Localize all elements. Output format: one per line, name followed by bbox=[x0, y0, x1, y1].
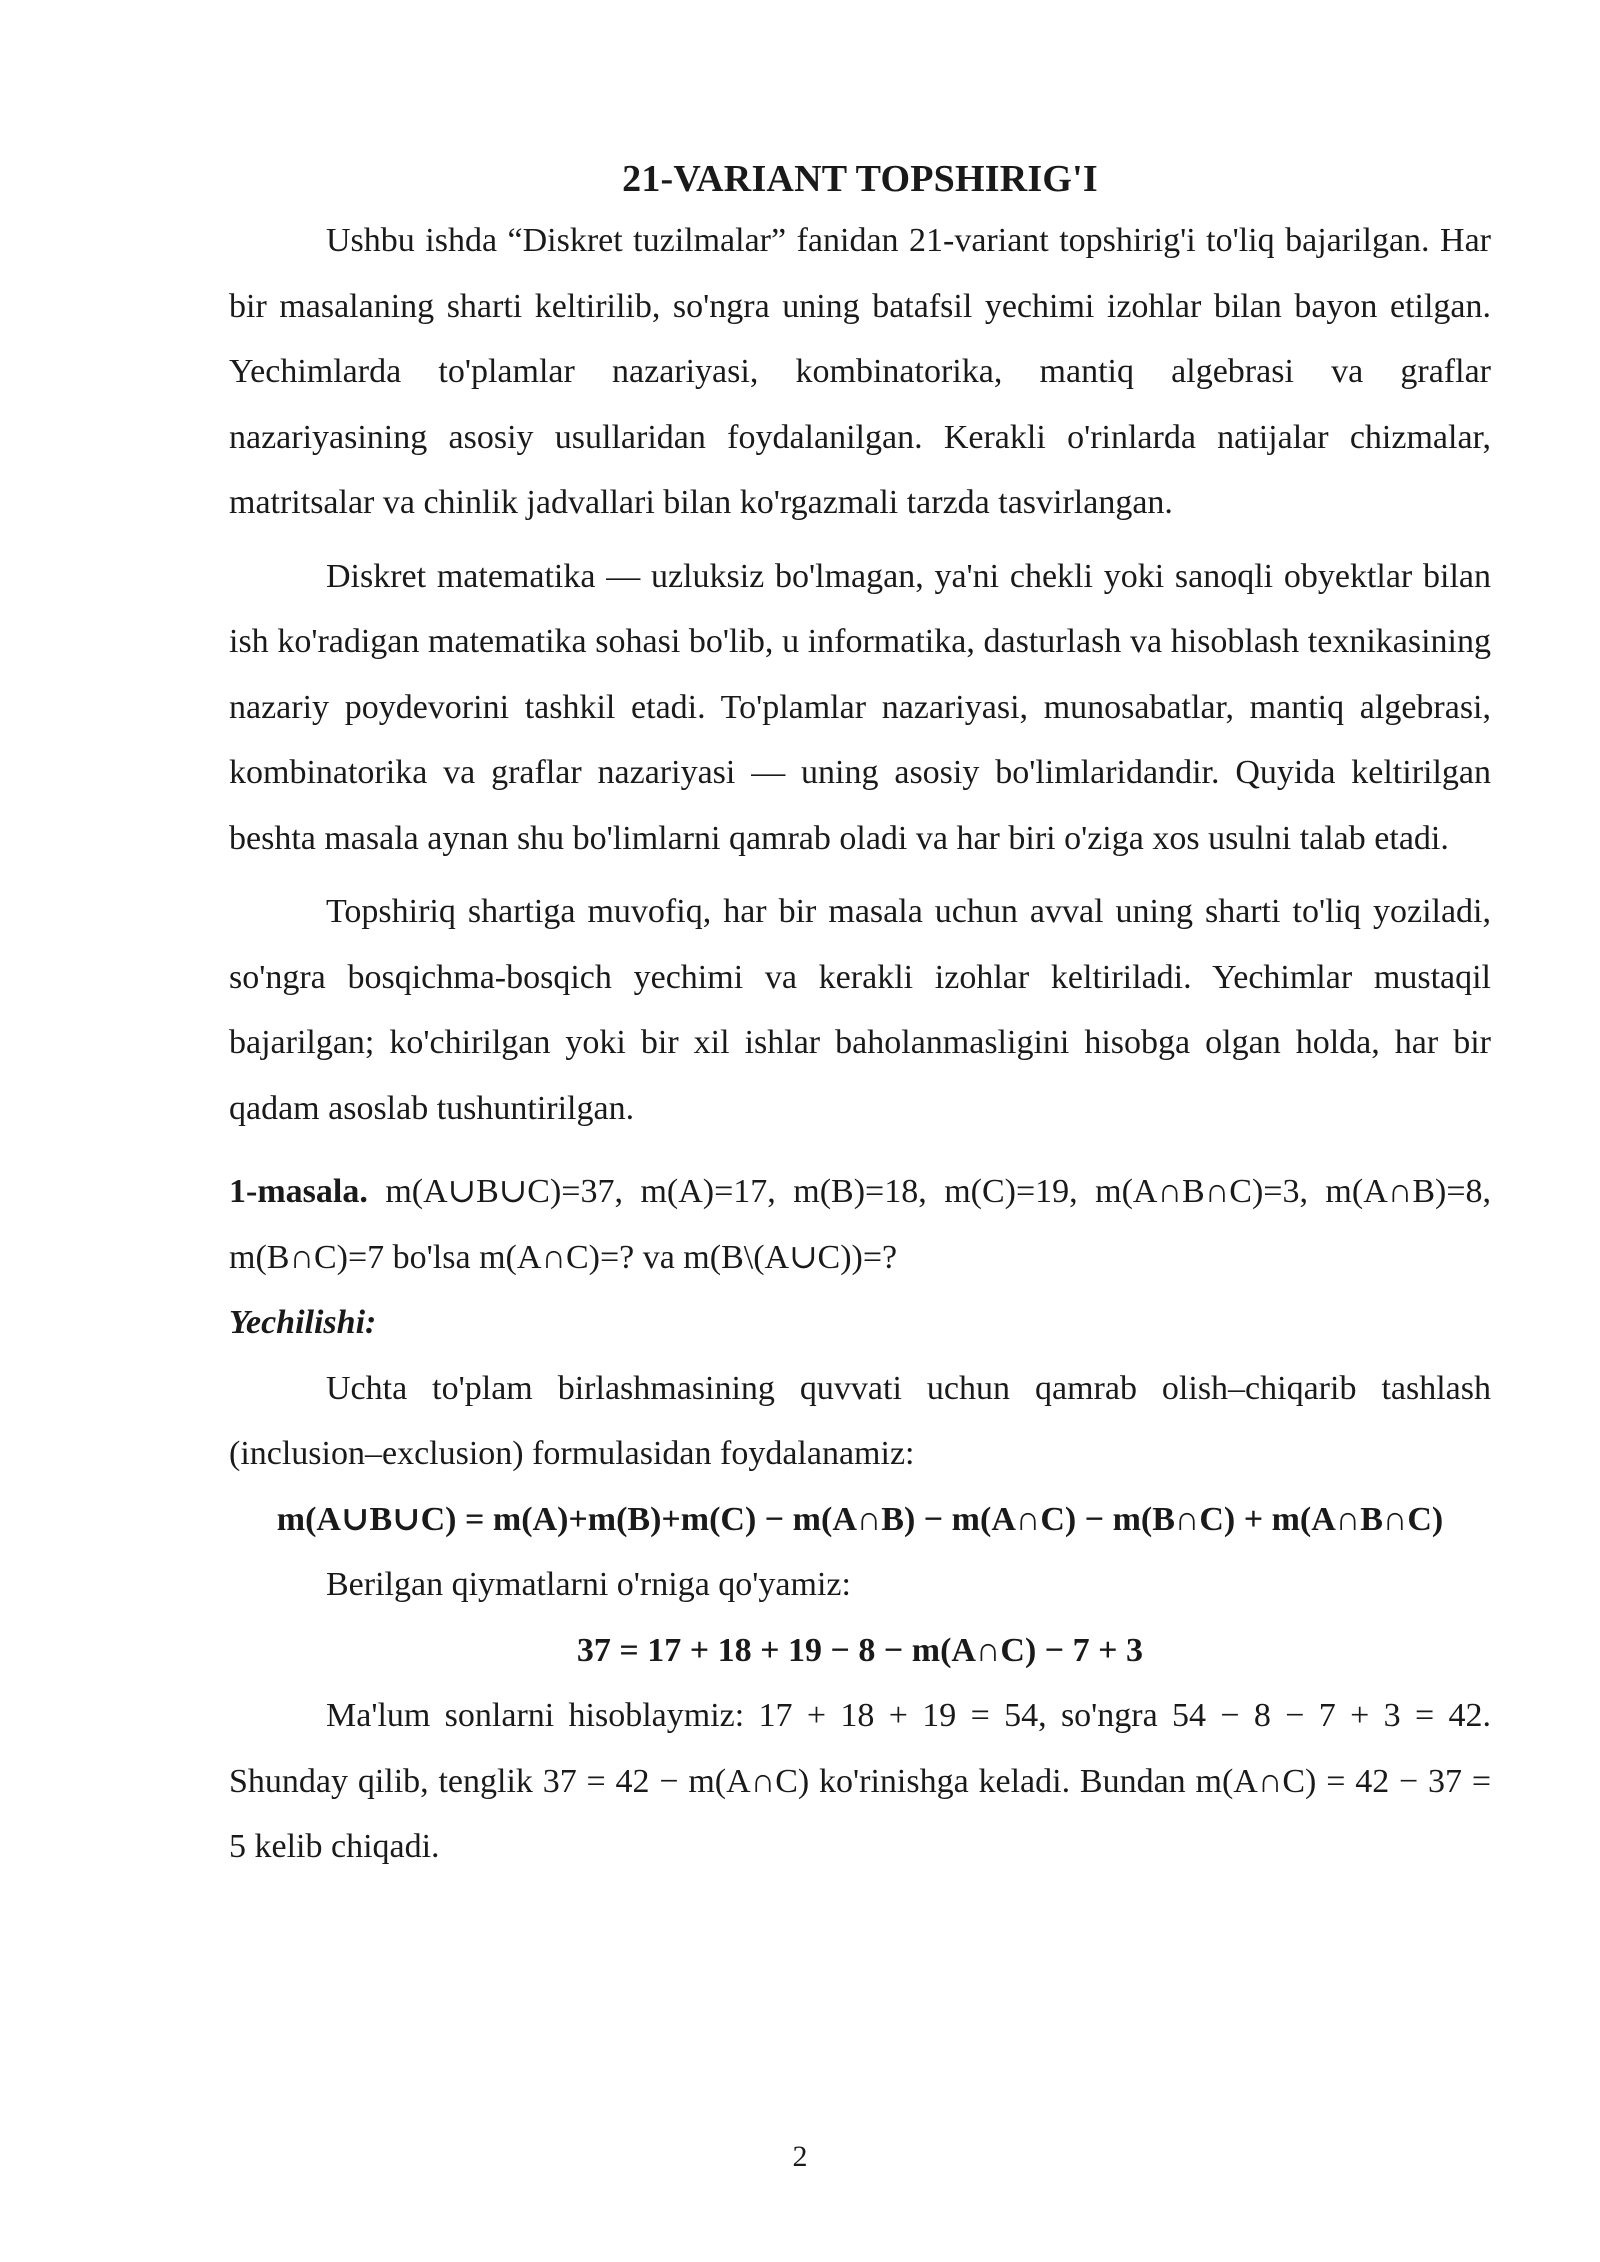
document-page bbox=[229, 150, 1491, 1880]
page-number: 2 bbox=[792, 2140, 808, 2173]
problem-1-condition: m(A∪B∪C)=37, m(A)=17, m(B)=18, m(C)=19, m(A∩B∩C)=3, m(A∩B)=8, m(B∩C)=7 bo'lsa m(A∩C)=? va m(B\(A∪C))=? bbox=[229, 1173, 1491, 1276]
substitute-intro: Berilgan qiymatlarni o'rniga qo'yamiz: bbox=[326, 1566, 851, 1603]
problem-1-statement bbox=[229, 1159, 1491, 1290]
formula-intro: Uchta to'plam birlashmasining quvvati uchun qamrab olish–chiqarib tashlash (inclusion–exclusion) formulasidan foydalanamiz: bbox=[229, 1369, 1491, 1472]
calculation-paragraph: Ma'lum sonlarni hisoblaymiz: 17 + 18 + 19 = 54, so'ngra 54 − 8 − 7 + 3 = 42. Shunday qilib, tenglik 37 = 42 − m(A∩C) ko'rinishga keladi. Bundan m(A∩C) = 42 − 37 = 5 kelib chiqadi. bbox=[229, 1697, 1491, 1865]
inclusion-exclusion-formula: m(A∪B∪C) = m(A)+m(B)+m(C) − m(A∩B) − m(A∩C) − m(B∩C) + m(A∩B∩C) bbox=[276, 1500, 1444, 1538]
substituted-equation: 37 = 17 + 18 + 19 − 8 − m(A∩C) − 7 + 3 bbox=[576, 1631, 1144, 1669]
discrete-math-paragraph: Diskret matematika — uzluksiz bo'lmagan, ya'ni chekli yoki sanoqli obyektlar bilan ish ko'radigan matematika sohasi bo'lib, u informatika, dasturlash va hisoblash texnikasining nazariy poydevorini tashkil etadi. To'plamlar nazariyasi, munosabatlar, mantiq algebrasi, kombinatorika va graflar nazariyasi — uning asosiy bo'limlaridandir. Quyida keltirilgan beshta masala aynan shu bo'limlarni qamrab oladi va har biri o'ziga xos usulni talab etadi. bbox=[229, 557, 1491, 857]
document-title: 21-VARIANT TOPSHIRIG'I bbox=[622, 158, 1098, 200]
intro-paragraph: Ushbu ishda “Diskret tuzilmalar” fanidan 21-variant topshirig'i to'liq bajarilgan. Har bir masalaning sharti keltirilib, so'ngra uning batafsil yechimi izohlar bilan bayon etilgan. Yechimlarda to'plamlar nazariyasi, kombinatorika, mantiq algebrasi va graflar nazariyasining asosiy usullaridan foydalanilgan. Kerakli o'rinlarda natijalar chizmalar, matritsalar va chinlik jadvallari bilan ko'rgazmali tarzda tasvirlangan. bbox=[229, 222, 1491, 521]
solution-heading: Yechilishi: bbox=[229, 1304, 377, 1341]
problem-1-label: 1-masala. bbox=[229, 1173, 368, 1210]
task-paragraph: Topshiriq shartiga muvofiq, har bir masala uchun avval uning sharti to'liq yoziladi, so'ngra bosqichma-bosqich yechimi va kerakli izohlar keltiriladi. Yechimlar mustaqil bajarilgan; ko'chirilgan yoki bir xil ishlar baholanmasligini hisobga olgan holda, har bir qadam asoslab tushuntirilgan. bbox=[229, 893, 1491, 1127]
